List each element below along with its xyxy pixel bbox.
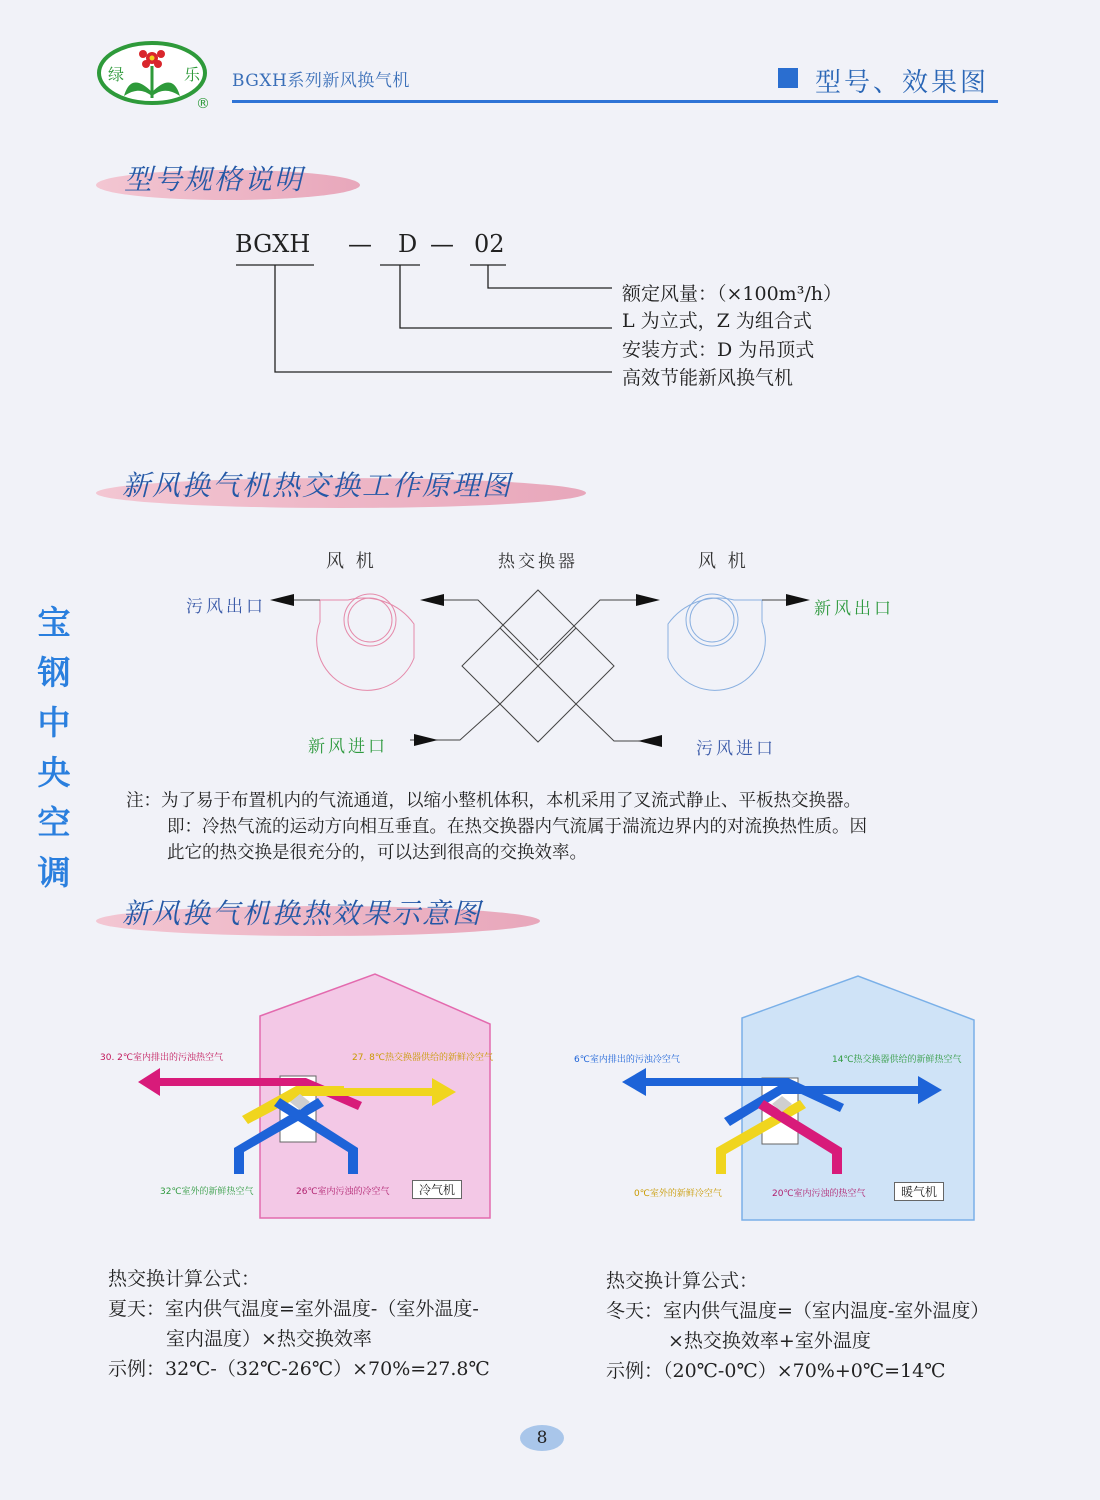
label-dirty-in: 污风进口 [696, 739, 776, 759]
fan-left-icon [317, 594, 414, 690]
model-code-dash1: — [348, 230, 372, 258]
formula-example: 示例：（20℃-0℃）×70%+0℃=14℃ [606, 1360, 946, 1382]
formula-title: 热交换计算公式： [606, 1270, 759, 1292]
principle-title: 新风换气机热交换工作原理图 [122, 469, 513, 502]
label-exchanger: 热交换器 [498, 552, 578, 572]
note-line: 即：冷热气流的运动方向相互垂直。在热交换器内气流属于湍流边界内的对流换热性质。因 [167, 817, 867, 837]
label-fan-left: 风 机 [326, 551, 377, 572]
model-spec-title: 型号规格说明 [124, 163, 305, 196]
model-code-dash2: — [430, 230, 454, 258]
formula-title: 热交换计算公式： [108, 1268, 261, 1290]
series-title: BGXH系列新风换气机 [232, 71, 410, 91]
formula-summer [108, 1264, 490, 1384]
formula-example: 示例：32℃-（32℃-26℃）×70%=27.8℃ [108, 1358, 490, 1380]
note-line: 注：为了易于布置机内的气流通道，以缩小整机体积，本机采用了叉流式静止、平板热交换器。 [126, 791, 861, 811]
summer-mode-badge: 冷气机 [412, 1180, 462, 1199]
model-code-bgxh: BGXH [235, 230, 311, 258]
label-fresh-out: 新风出口 [814, 599, 894, 619]
formula-line: 夏天：室内供气温度=室外温度-（室外温度- [108, 1298, 479, 1320]
summer-exhaust-label: 30. 2℃室内排出的污浊热空气 [100, 1053, 224, 1063]
page-number: 8 [520, 1425, 564, 1451]
model-desc-product: 高效节能新风换气机 [622, 367, 794, 389]
winter-outdoor-label: 0℃室外的新鲜冷空气 [634, 1189, 722, 1199]
label-fan-right: 风 机 [698, 551, 749, 572]
label-fresh-in: 新风进口 [308, 737, 388, 757]
winter-indoor-label: 20℃室内污浊的热空气 [772, 1189, 866, 1199]
summer-outdoor-label: 32℃室外的新鲜热空气 [160, 1187, 254, 1197]
model-code-02: 02 [474, 230, 505, 258]
winter-supply-label: 14℃热交换器供给的新鲜热空气 [832, 1055, 962, 1065]
logo-text-left: 绿 [108, 65, 125, 84]
registered-mark: ® [196, 96, 210, 112]
model-desc-install: 安装方式：D 为吊顶式 [622, 339, 815, 361]
section-title: 型号、效果图 [815, 68, 990, 98]
note-line: 此它的热交换是很充分的，可以达到很高的交换效率。 [167, 843, 587, 863]
sidebar-char: 央 [37, 753, 71, 792]
fan-right-icon [668, 594, 765, 690]
formula-winter [606, 1266, 989, 1386]
label-dirty-out: 污风出口 [186, 597, 266, 617]
summer-supply-label: 27. 8℃热交换器供给的新鲜冷空气 [352, 1053, 494, 1063]
formula-line: ×热交换效率+室外温度 [668, 1330, 871, 1352]
summer-indoor-label: 26℃室内污浊的冷空气 [296, 1187, 390, 1197]
sidebar-char: 宝 [37, 603, 71, 642]
model-code-leaders [0, 0, 1100, 400]
winter-exhaust-label: 6℃室内排出的污浊冷空气 [574, 1055, 680, 1065]
sidebar-char: 空 [37, 803, 71, 842]
formula-line: 冬天：室内供气温度=（室内温度-室外温度） [606, 1300, 990, 1322]
model-code-d: D [398, 230, 418, 258]
winter-mode-badge: 暖气机 [894, 1182, 944, 1201]
model-desc-airflow: 额定风量：（×100m³/h） [622, 283, 842, 305]
formula-line: 室内温度）×热交换效率 [166, 1328, 372, 1350]
model-desc-type: L 为立式，Z 为组合式 [622, 310, 812, 332]
principle-diagram [0, 560, 1100, 760]
sidebar-char: 钢 [37, 653, 71, 692]
principle-note [126, 788, 986, 866]
sidebar-char: 中 [37, 703, 71, 742]
logo-text-right: 乐 [184, 65, 201, 84]
sidebar-char: 调 [37, 853, 71, 892]
effect-title: 新风换气机换热效果示意图 [122, 897, 483, 930]
